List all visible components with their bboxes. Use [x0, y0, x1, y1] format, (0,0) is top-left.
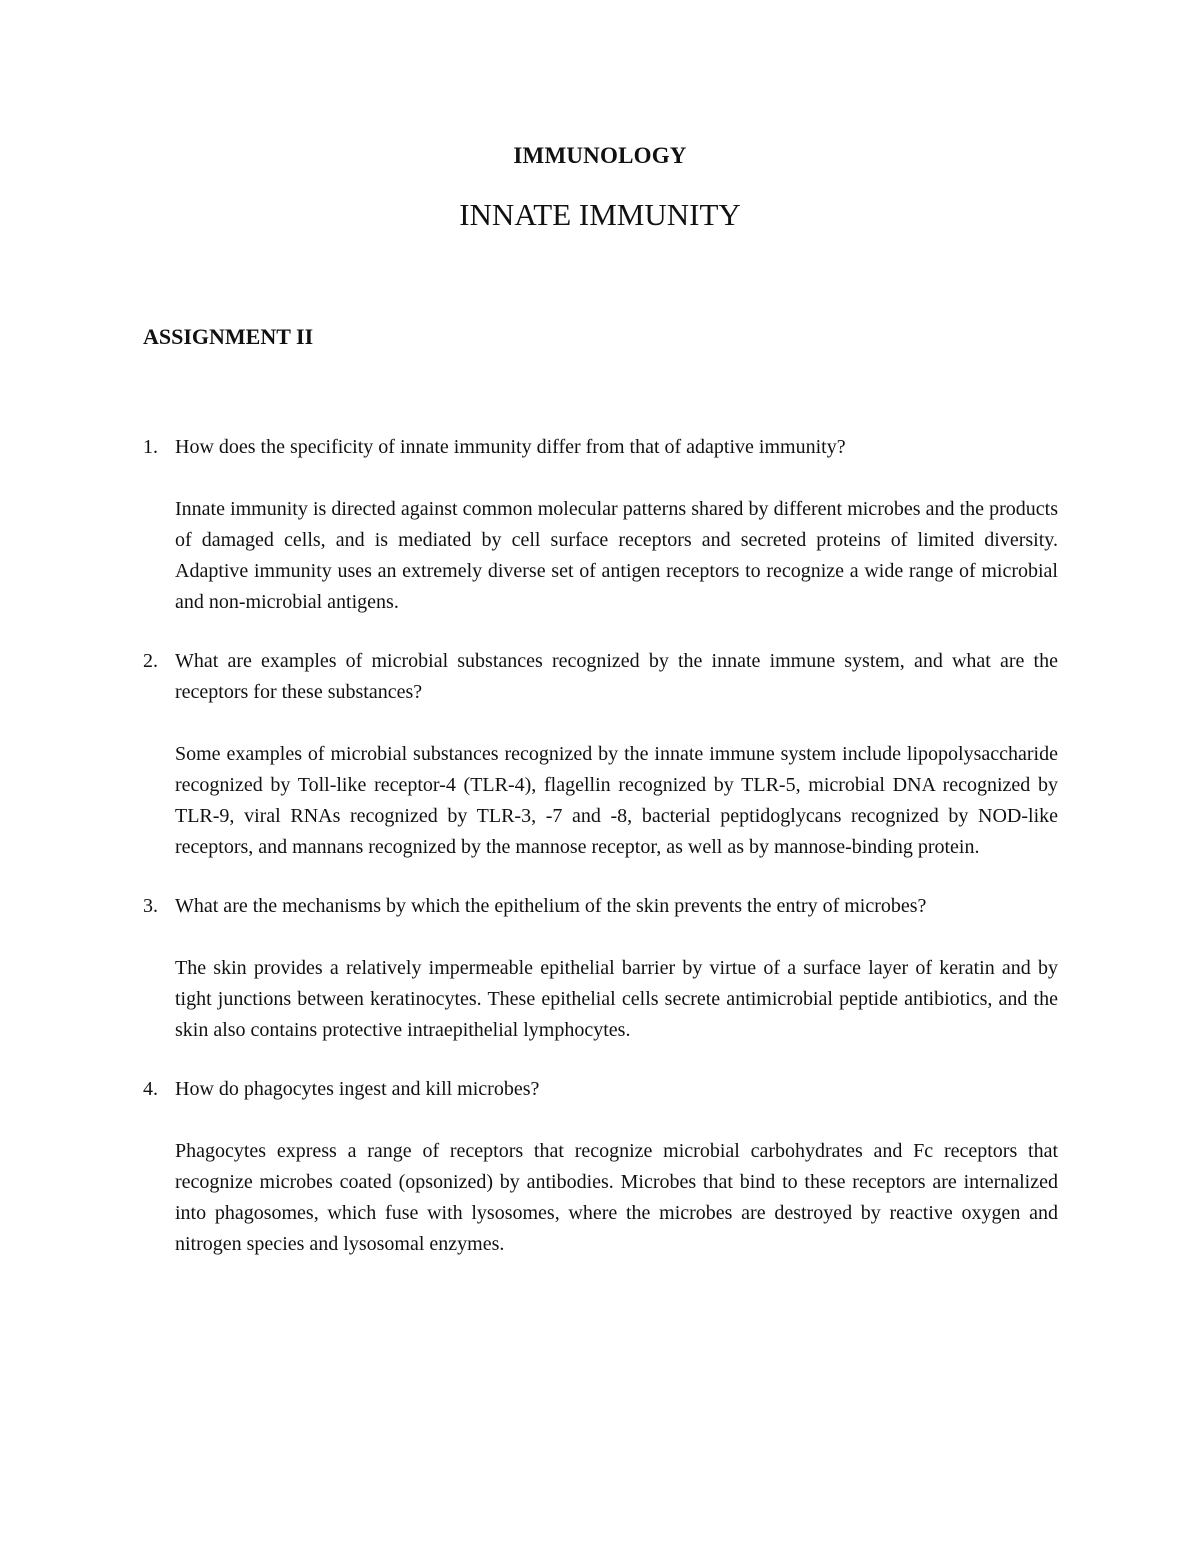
question-number: 1.	[143, 436, 158, 458]
question-item	[143, 1074, 1058, 1260]
answer-text: The skin provides a relatively impermeable epithelial barrier by virtue of a surface layer of keratin and by tight junctions between keratinocytes. These epithelial cells secrete antimicrobial peptide antibiotics, and the skin also contains protective intraepithelial lymphocytes.	[175, 957, 1058, 1041]
answer-text: Some examples of microbial substances recognized by the innate immune system include lipopolysaccharide recognized by Toll-like receptor-4 (TLR-4), flagellin recognized by TLR-5, microbial DNA recognized by TLR-9, viral RNAs recognized by TLR-3, -7 and -8, bacterial peptidoglycans recognized by NOD-like receptors, and mannans recognized by the mannose receptor, as well as by mannose-binding protein.	[175, 743, 1058, 858]
question-number: 2.	[143, 650, 158, 672]
question-item	[143, 891, 1058, 1046]
question-text: What are examples of microbial substances recognized by the innate immune system, and what are the receptors for these substances?	[175, 650, 1058, 703]
question-number: 3.	[143, 895, 158, 917]
answer-text: Innate immunity is directed against common molecular patterns shared by different microbes and the products of damaged cells, and is mediated by cell surface receptors and secreted proteins of limited diversity. Adaptive immunity uses an extremely diverse set of antigen receptors to recognize a wide range of microbial and non-microbial antigens.	[175, 498, 1058, 613]
topic-heading: INNATE IMMUNITY	[459, 197, 741, 232]
question-text: How does the specificity of innate immunity differ from that of adaptive immunity?	[175, 436, 846, 458]
subject-heading: IMMUNOLOGY	[513, 143, 687, 168]
question-list	[143, 432, 1058, 1288]
question-item	[143, 646, 1058, 863]
question-text: What are the mechanisms by which the epithelium of the skin prevents the entry of microbes?	[175, 895, 927, 917]
assignment-heading: ASSIGNMENT II	[143, 324, 314, 349]
question-item	[143, 432, 1058, 618]
question-text: How do phagocytes ingest and kill microbes?	[175, 1078, 540, 1100]
question-number: 4.	[143, 1078, 158, 1100]
answer-text: Phagocytes express a range of receptors that recognize microbial carbohydrates and Fc receptors that recognize microbes coated (opsonized) by antibodies. Microbes that bind to these receptors are internalized into phagosomes, which fuse with lysosomes, where the microbes are destroyed by reactive oxygen and nitrogen species and lysosomal enzymes.	[175, 1140, 1058, 1255]
